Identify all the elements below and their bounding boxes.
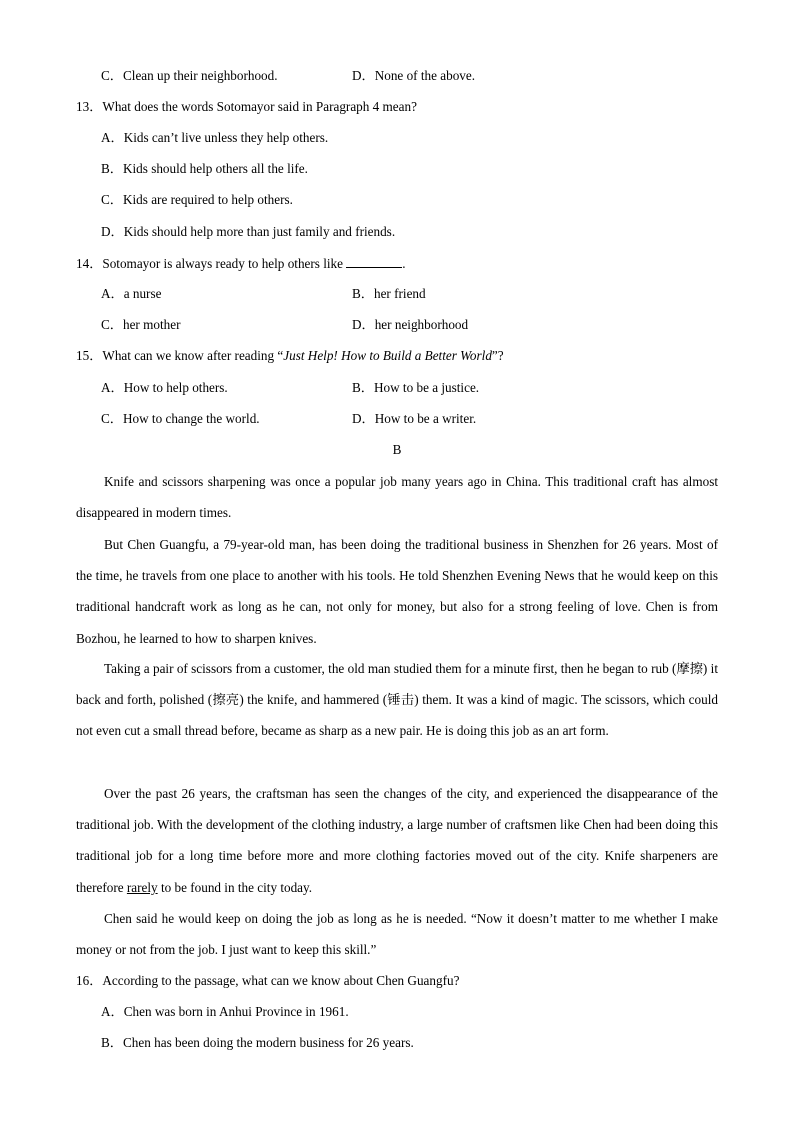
q13-option-b: B．Kids should help others all the life. [101, 161, 308, 176]
passage-paragraph-1: Knife and scissors sharpening was once a popular job many years ago in China. This traditional craft has almost disappeared in modern times. [76, 474, 718, 521]
q13-stem: 13．What does the words Sotomayor said in Paragraph 4 mean? [76, 99, 417, 114]
q15-stem [76, 348, 504, 364]
q12-option-c: C．Clean up their neighborhood. [101, 68, 278, 83]
q15-stem-text: 15．What can we know after reading “ [76, 348, 284, 363]
q13-option-d: D．Kids should help more than just family and friends. [101, 224, 396, 239]
q14-option-c: C．her mother [101, 317, 181, 332]
q15-stem-end: ”? [491, 348, 504, 363]
answer-blank [346, 255, 402, 268]
q14-option-a: A．a nurse [101, 286, 162, 301]
passage-paragraph-4-text: Over the past 26 years, the craftsman has seen the changes of the city, and experienced the disappearance of the traditional job. With the development of the clothing industry, a large number of craftsmen like Chen had been doing this traditional job for a long time before more and more clothing factories moved out of the city. Knife sharpeners are therefore [76, 786, 718, 895]
q14-option-b: B．her friend [352, 286, 426, 301]
q12-option-d: D．None of the above. [352, 68, 476, 83]
passage-paragraph-3: Taking a pair of scissors from a customer, the old man studied them for a minute first, then he began to rub (摩擦) it back and forth, polished (擦亮) the knife, and hammered (锤击) them. It was a kind of magic. The scissors, which could not even cut a small thread before, became as sharp as a new pair. He is doing this job as an art form. [76, 661, 718, 739]
q15-option-d: D．How to be a writer. [352, 411, 477, 426]
section-heading-b: B [392, 442, 402, 457]
passage-paragraph-4-end: to be found in the city today. [157, 879, 313, 895]
q13-option-a: A．Kids can’t live unless they help others. [101, 130, 329, 145]
q14-stem [76, 255, 406, 272]
underlined-word: rarely [126, 879, 158, 895]
q14-stem-end: . [402, 256, 406, 271]
q16-stem: 16．According to the passage, what can we know about Chen Guangfu? [76, 973, 460, 988]
passage-paragraph-4 [76, 778, 718, 903]
q15-option-b: B．How to be a justice. [352, 380, 480, 395]
q16-option-a: A．Chen was born in Anhui Province in 1961. [101, 1004, 349, 1019]
q15-option-a: A．How to help others. [101, 380, 228, 395]
q13-option-c: C．Kids are required to help others. [101, 192, 293, 207]
passage-paragraph-2: But Chen Guangfu, a 79-year-old man, has been doing the traditional business in Shenzhen for 26 years. Most of the time, he travels from one place to another with his tools. He told Shenzhen Evening News that he would keep on this traditional handcraft work as long as he can, not only for money, but also for a strong feeling of love. Chen is from Bozhou, he learned to how to sharpen knives. [76, 537, 718, 646]
book-title: Just Help! How to Build a Better World [283, 348, 492, 363]
q15-option-c: C．How to change the world. [101, 411, 260, 426]
passage-paragraph-5: Chen said he would keep on doing the job as long as he is needed. “Now it doesn’t matter to me whether I make money or not from the job. I just want to keep this skill.” [76, 911, 718, 958]
q14-option-d: D．her neighborhood [352, 317, 469, 332]
q16-option-b: B．Chen has been doing the modern business for 26 years. [101, 1035, 414, 1050]
q14-stem-text: 14．Sotomayor is always ready to help others like [76, 256, 347, 271]
